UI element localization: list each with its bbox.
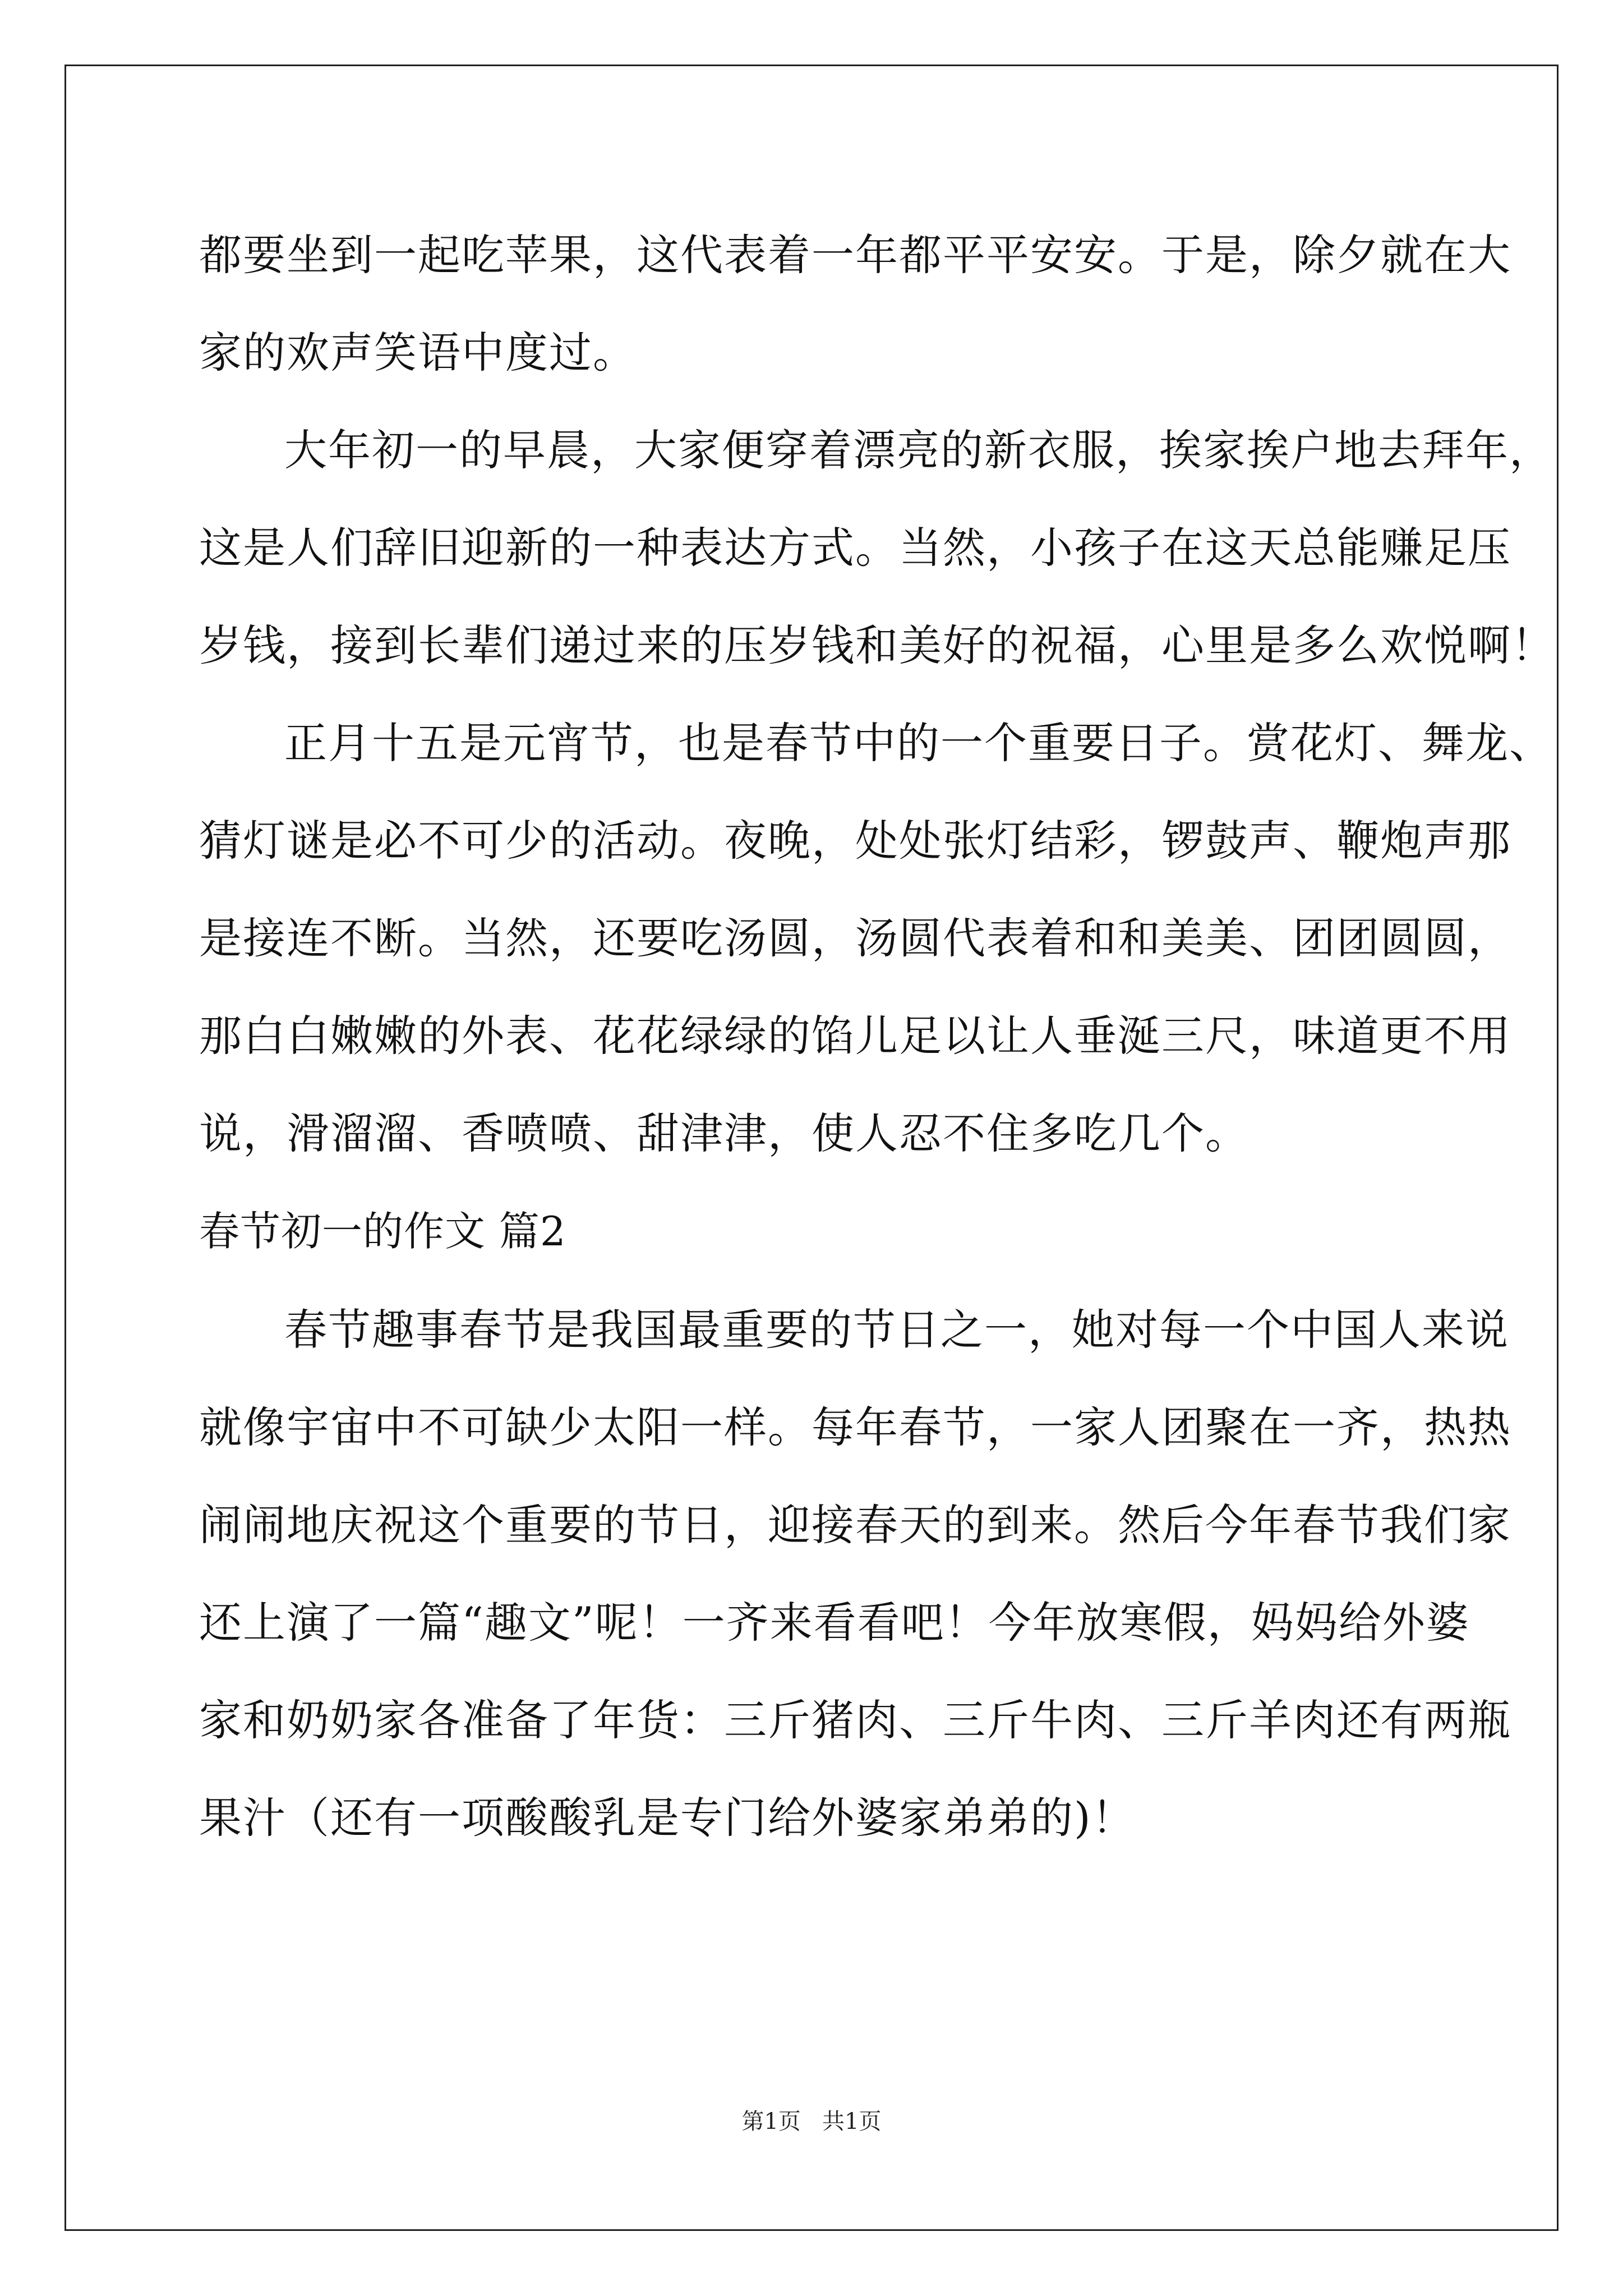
page-number-footer: 第1页 共1页 [741, 2109, 882, 2134]
paragraph-start-line: 正月十五是元宵节，也是春节中的一个重要日子。赏花灯、舞龙、 [284, 718, 1553, 768]
text-line: 这是人们辞旧迎新的一种表达方式。当然，小孩子在这天总能赚足压 [199, 523, 1511, 573]
paragraph-start-line: 春节趣事春节是我国最重要的节日之一，她对每一个中国人来说 [284, 1305, 1509, 1355]
paragraph-start-line: 大年初一的早晨，大家便穿着漂亮的新衣服，挨家挨户地去拜年， [284, 425, 1553, 475]
text-line: 是接连不断。当然，还要吃汤圆，汤圆代表着和和美美、团团圆圆， [199, 913, 1511, 963]
text-line: 闹闹地庆祝这个重要的节日，迎接春天的到来。然后今年春节我们家 [199, 1500, 1511, 1550]
document-body [199, 213, 1555, 1874]
text-line: 家和奶奶家各准备了年货：三斤猪肉、三斤牛肉、三斤羊肉还有两瓶 [199, 1695, 1511, 1745]
text-line: 都要坐到一起吃苹果，这代表着一年都平平安安。于是，除夕就在大 [199, 230, 1511, 280]
text-line: 岁钱，接到长辈们递过来的压岁钱和美好的祝福，心里是多么欢悦啊！ [199, 620, 1555, 670]
text-line: 家的欢声笑语中度过。 [199, 328, 637, 378]
text-line: 还上演了一篇“趣文”呢！一齐来看看吧！今年放寒假，妈妈给外婆 [199, 1598, 1470, 1648]
text-line: 猜灯谜是必不可少的活动。夜晚，处处张灯结彩，锣鼓声、鞭炮声那 [199, 816, 1511, 866]
text-line: 说，滑溜溜、香喷喷、甜津津，使人忍不住多吃几个。 [199, 1108, 1249, 1158]
text-line: 果汁（还有一项酸酸乳是专门给外婆家弟弟的)！ [199, 1793, 1136, 1843]
section-heading: 春节初一的作文 篇2 [199, 1208, 566, 1255]
text-line: 就像宇宙中不可缺少太阳一样。每年春节，一家人团聚在一齐，热热 [199, 1402, 1511, 1452]
text-line: 那白白嫩嫩的外表、花花绿绿的馅儿足以让人垂涎三尺，味道更不用 [199, 1011, 1511, 1061]
